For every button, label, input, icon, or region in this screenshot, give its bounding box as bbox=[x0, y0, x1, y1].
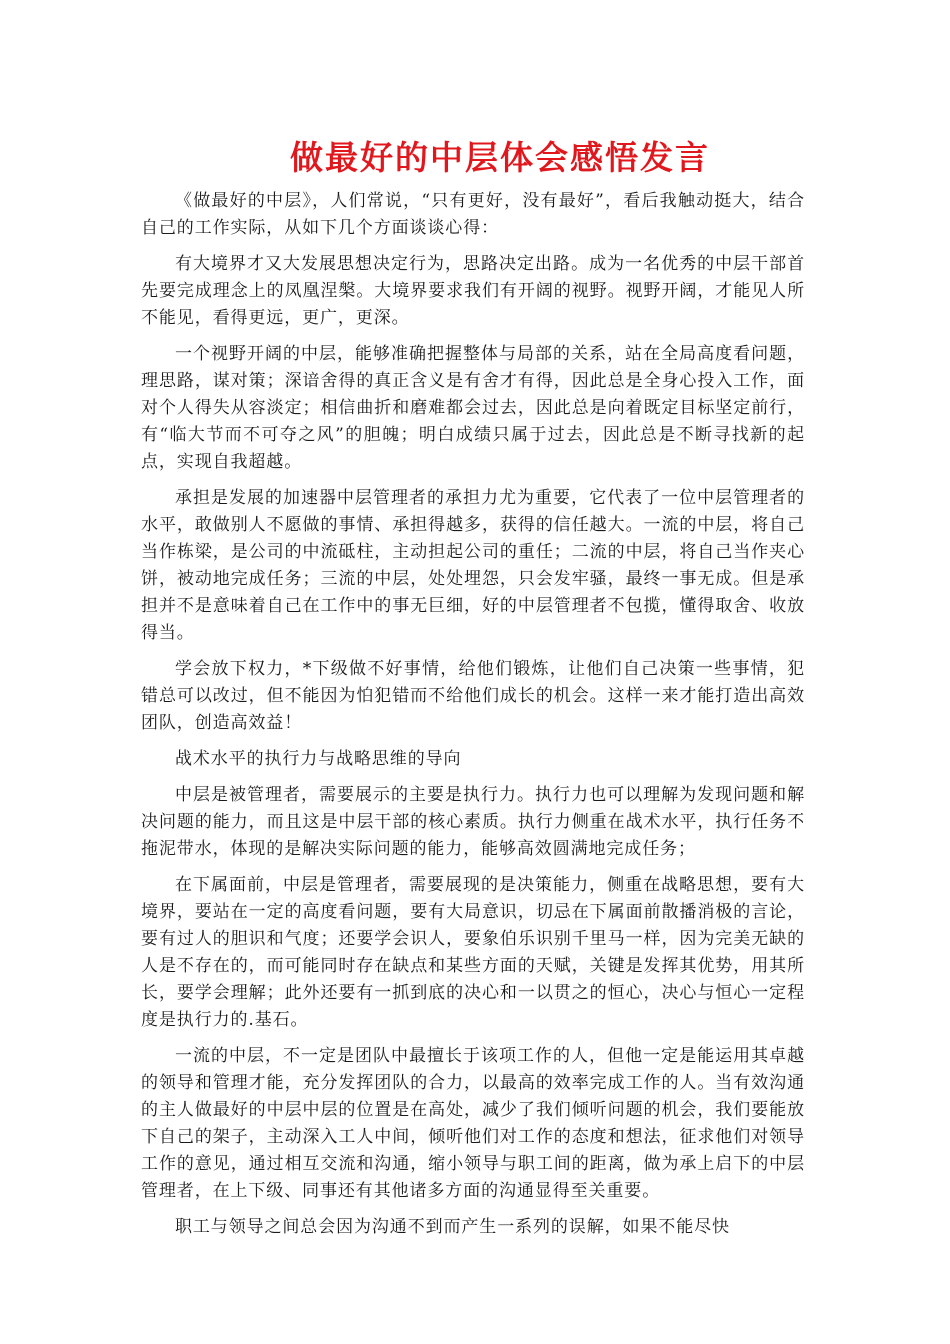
paragraph-decision: 在下属面前，中层是管理者，需要展现的是决策能力，侧重在战略思想，要有大境界，要站在一定的高度看问题，要有大局意识，切忌在下属面前散播消极的言论，要有过人的胆识和气度；还要学会识人，要象伯乐识别千里马一样，因为完美无缺的人是不存在的，而可能同时存在缺点和某些方面的天赋，关键是发挥其优势，用其所长，要学会理解；此外还要有一抓到底的决心和一以贯之的恒心，决心与恒心一定程度是执行力的.基石。 bbox=[141, 875, 805, 1030]
document-title: 做最好的中层体会感悟发言 bbox=[290, 138, 710, 177]
document-body bbox=[141, 188, 805, 1250]
paragraph-misunderstanding: 职工与领导之间总会因为沟通不到而产生一系列的误解，如果不能尽快 bbox=[175, 1217, 730, 1237]
paragraph-broad-view: 一个视野开阔的中层，能够准确把握整体与局部的关系，站在全局高度看问题，理思路，谋对策；深谙舍得的真正含义是有舍才有得，因此总是全身心投入工作，面对个人得失从容淡定；相信曲折和磨难都会过去，因此总是向着既定目标坚定前行，有“临大节而不可夺之风”的胆魄；明白成绩只属于过去，因此总是不断寻找新的起点，实现自我超越。 bbox=[141, 344, 805, 472]
paragraph-delegation: 学会放下权力，*下级做不好事情，给他们锻炼，让他们自己决策一些事情，犯错总可以改过，但不能因为怕犯错而不给他们成长的机会。这样一来才能打造出高效团队，创造高效益！ bbox=[141, 659, 805, 733]
paragraph-execution: 中层是被管理者，需要展示的主要是执行力。执行力也可以理解为发现问题和解决问题的能力，而且这是中层干部的核心素质。执行力侧重在战术水平，执行任务不拖泥带水，体现的是解决实际问题的能力，能够高效圆满地完成任务； bbox=[141, 785, 805, 859]
paragraph-communication: 一流的中层，不一定是团队中最擅长于该项工作的人，但他一定是能运用其卓越的领导和管理才能，充分发挥团队的合力，以最高的效率完成工作的人。当有效沟通的主人做最好的中层中层的位置是在高处，减少了我们倾听问题的机会，我们要能放下自己的架子，主动深入工人中间，倾听他们对工作的态度和想法，征求他们对领导工作的意见，通过相互交流和沟通，缩小领导与职工间的距离，做为承上启下的中层管理者，在上下级、同事还有其他诸多方面的沟通显得至关重要。 bbox=[141, 1046, 805, 1201]
section-heading: 战术水平的执行力与战略思维的导向 bbox=[175, 749, 462, 769]
paragraph-responsibility: 承担是发展的加速器中层管理者的承担力尤为重要，它代表了一位中层管理者的水平，敢做别人不愿做的事情、承担得越多，获得的信任越大。一流的中层，将自己当作栋梁，是公司的中流砥柱，主动担起公司的重任；二流的中层，将自己当作夹心饼，被动地完成任务；三流的中层，处处埋怨，只会发牢骚，最终一事无成。但是承担并不是意味着自己在工作中的事无巨细，好的中层管理者不包揽，懂得取舍、收放得当。 bbox=[141, 488, 805, 643]
paragraph-vision: 有大境界才又大发展思想决定行为，思路决定出路。成为一名优秀的中层干部首先要完成理念上的凤凰涅槃。大境界要求我们有开阔的视野。视野开阔，才能见人所不能见，看得更远，更广，更深。 bbox=[141, 254, 805, 328]
paragraph-intro: 《做最好的中层》，人们常说，“只有更好，没有最好”，看后我触动挺大，结合自己的工作实际，从如下几个方面谈谈心得： bbox=[141, 191, 805, 238]
